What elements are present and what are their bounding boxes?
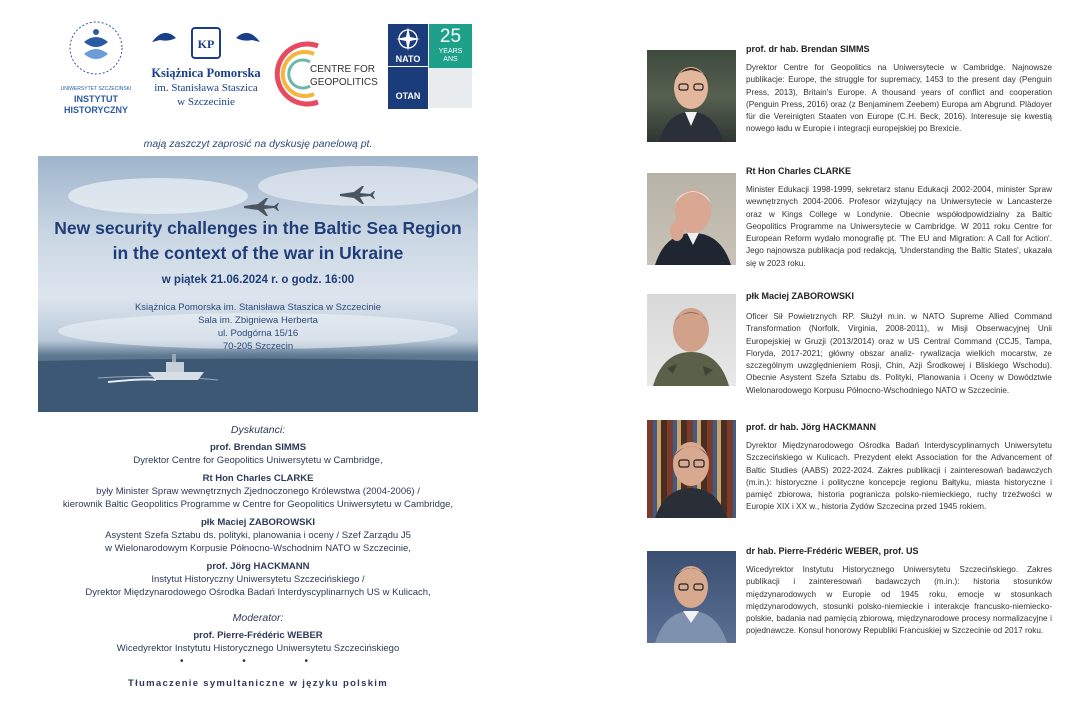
ksiaznica-pomorska-logo <box>144 24 268 120</box>
otan-tile <box>388 66 428 109</box>
bio-1-name: prof. dr hab. Brendan SIMMS <box>746 44 870 54</box>
panelist-4-desc-1: Instytut Historyczny Uniwersytetu Szczecińskiego / <box>151 574 365 585</box>
moderator-heading: Moderator: <box>232 612 284 624</box>
us-institute-label-1: INSTYTUT <box>74 94 118 104</box>
us-institute-logo <box>44 14 148 120</box>
us-emblem-icon <box>44 14 148 86</box>
photo-charles-clarke <box>647 173 736 265</box>
translation-note: Tłumaczenie symultaniczne w języku polskim <box>128 678 388 689</box>
photo-pierre-frederic-weber <box>647 551 736 643</box>
geopolitics-label-2: GEOPOLITICS <box>310 77 378 88</box>
ksiaznica-name: Książnica Pomorska <box>151 66 261 80</box>
centre-for-geopolitics-logo <box>268 38 388 110</box>
bio-2-text: Minister Edukacji 1998-1999, sekretarz stanu Edukacji 2002-2004, minister Spraw wewnętrznych 2004-2006. Profesor wizytujący na Uniwersytecie w Lancasterze oraz w Kings College w Londynie. Obecnie współodpowidzialny za Baltic Geopolitics Programme na Uniwersytecie w Cambridge. W 2011 roku Centre for European Reform wydało monografię pt. 'The EU and Migration: A Call for Action'. Jego najnowsza publikacja pod redakcją, 'Understanding the Baltic States', ukazała się w 2023 roku. <box>746 185 1052 268</box>
logo-strip <box>20 4 480 116</box>
panelist-1-name: prof. Brendan SIMMS <box>209 442 307 453</box>
panelist-3-desc-1: Asystent Szefa Sztabu ds. polityki, planowania i oceny / Szef Zarządu J5 <box>105 530 411 541</box>
separator-dots: • • • <box>179 656 337 667</box>
moderator-desc: Wicedyrektor Instytutu Historycznego Uniwersytetu Szczecińskiego <box>116 643 400 654</box>
portrait-icon <box>647 294 736 386</box>
panelist-3-desc-2: w Wielonarodowym Korpusie Północno-Wschodnim NATO w Szczecinie, <box>105 543 411 554</box>
years-number: 25 <box>439 26 462 47</box>
otan-label: OTAN <box>395 91 421 101</box>
ksiaznica-city: w Szczecinie <box>177 96 235 108</box>
years-ans: ANS <box>443 56 458 63</box>
panelist-2-desc-2: kierownik Baltic Geopolitics Programme w Centre for Geopolitics Uniwersytetu w Cambridge, <box>62 499 454 510</box>
bio-3-text: Oficer Sił Powietrznych RP. Służył m.in. w NATO Supreme Allied Command Transformation (Norfolk, Virginia, 2008-2011), w Misji Obserwacyjnej Unii Europejskiej w Gruzji (2013/2014) oraz w US Central Command (CCJ5, Tampa, Floryda, 2017-2021; główny obszar analiz- rywalizacja wielkich mocarstw, ze szczególnym uwzględnieniem Rosji, Chin, Azji Środkowej i Bliskiego Wschodu). Obecnie Asystent Szefa Sztabu ds. Polityki, Planowania i Oceny w Dowództwie Wielonarodowego Korpusu Północno-Wschodniego NATO w Szczecinie. <box>746 312 1052 395</box>
svg-text:KP: KP <box>197 37 215 51</box>
invitation-line: mają zaszczyt zaprosić na dyskusję panelową pt. <box>143 138 373 150</box>
portrait-icon <box>647 551 736 643</box>
panelist-4-desc-2: Dyrektor Międzynarodowego Ośrodka Badań Interdyscyplinarnych US w Kulicach, <box>85 587 431 598</box>
photo-maciej-zaborowski <box>647 294 736 386</box>
event-title-line-2: in the context of the war in Ukraine <box>112 243 404 263</box>
bio-5-name: dr hab. Pierre-Frédéric WEBER, prof. US <box>746 546 919 556</box>
portrait-icon <box>647 50 736 142</box>
years-lower-band <box>429 68 472 108</box>
event-venue: Książnica Pomorska im. Stanisława Staszica w Szczecinie <box>134 302 382 313</box>
us-university-label: UNIWERSYTET SZCZECIŃSKI <box>60 86 132 92</box>
us-institute-label-2: HISTORYCZNY <box>63 105 128 115</box>
moderator-name: prof. Pierre-Frédéric WEBER <box>193 630 323 641</box>
photo-brendan-simms <box>647 50 736 142</box>
portrait-icon <box>647 173 736 265</box>
event-street: ul. Podgórna 15/16 <box>217 328 299 339</box>
bio-4-name: prof. dr hab. Jörg HACKMANN <box>746 422 876 432</box>
portrait-icon <box>647 420 736 518</box>
bio-4-text: Dyrektor Międzynarodowego Ośrodka Badań Interdyscyplinarnych Uniwersytetu Szczecińskiego w Kulicach. Prezydent elekt Association for the Advancement of Baltic Studies (AABS) 2022-2024. Zakres publikacji i zainteresowań badawczych (m.in.): historyczne i polityczne koncepcje regionu Bałtyku, miasta historyczne i pamięć zbiorowa, historia pogranicza polsko-niemieckiego, ruchy trzeźwości w Europie XIX i XX w., historia Żydów Szczecina przed 1945 rokiem. <box>746 441 1052 512</box>
geopolitics-label-1: CENTRE FOR <box>310 64 375 75</box>
photo-jorg-hackmann <box>647 420 736 518</box>
ksiaznica-crest-icon <box>144 24 268 62</box>
panelist-2-name: Rt Hon Charles CLARKE <box>202 473 314 484</box>
bio-5-text: Wicedyrektor Instytutu Historycznego Uniwersytetu Szczecińskiego. Zakres publikacji i zainteresowań badawczych (m.in.): historia stosunków międzynarodowych w Europie od 1945 roku, emocje w stosunkach międzynarodowych, stosunki polsko-niemieckie i interakcje francusko-niemiecko-polskie, badania nad pamięcią zbiorową, międzynarodowe procesy normalizacyjne i pojednawcze. Konsul honorowy Republiki Francuskiej w Szczecinie od 2017 roku. <box>746 565 1052 636</box>
nato-logo <box>388 24 472 108</box>
nato-star-tile <box>388 24 428 66</box>
panelists-heading: Dyskutanci: <box>230 424 286 436</box>
bio-3-name: płk Maciej ZABOROWSKI <box>746 291 855 301</box>
panelist-2-desc-1: były Minister Spraw wewnętrznych Zjednoczonego Królewstwa (2004-2006) / <box>96 486 420 497</box>
event-postcode: 70-205 Szczecin <box>222 341 294 352</box>
event-date: w piątek 21.06.2024 r. o godz. 16:00 <box>161 274 355 286</box>
nato-compass-icon <box>388 24 428 54</box>
hero-banner <box>38 156 478 412</box>
nato-label: NATO <box>395 54 421 64</box>
panelist-3-name: płk Maciej ZABOROWSKI <box>200 517 315 528</box>
event-title-line-1: New security challenges in the Baltic Sea Region <box>54 218 462 238</box>
panelist-1-desc: Dyrektor Centre for Geopolitics Uniwersytetu w Cambridge, <box>133 455 383 466</box>
years-tile <box>429 24 472 108</box>
bio-2-name: Rt Hon Charles CLARKE <box>746 166 852 176</box>
ksiaznica-subname: im. Stanisława Staszica <box>154 82 258 94</box>
event-room: Sala im. Zbigniewa Herberta <box>198 315 318 326</box>
years-word: YEARS <box>438 48 463 55</box>
bio-1-text: Dyrektor Centre for Geopolitics na Uniwersytecie w Cambridge. Najnowsze publikacje: Europe, the struggle for supremacy, 1453 to the present day (Penguin Press, 2013), Britain's Europe. A thousand years of conflict and cooperation (Penguin Press, 2016) oraz (z Benjaminem Zeebem) Europa am Abgrund. Plädoyer für die Vereinigten Staaten von Europe (C.H. Beck, 2016). Interesuje się kwestią nowego ładu w Europie i integracji europejskiej po Brexicie. <box>746 63 1052 134</box>
panelist-4-name: prof. Jörg HACKMANN <box>206 561 310 572</box>
fighter-jet-left-icon <box>244 198 279 216</box>
